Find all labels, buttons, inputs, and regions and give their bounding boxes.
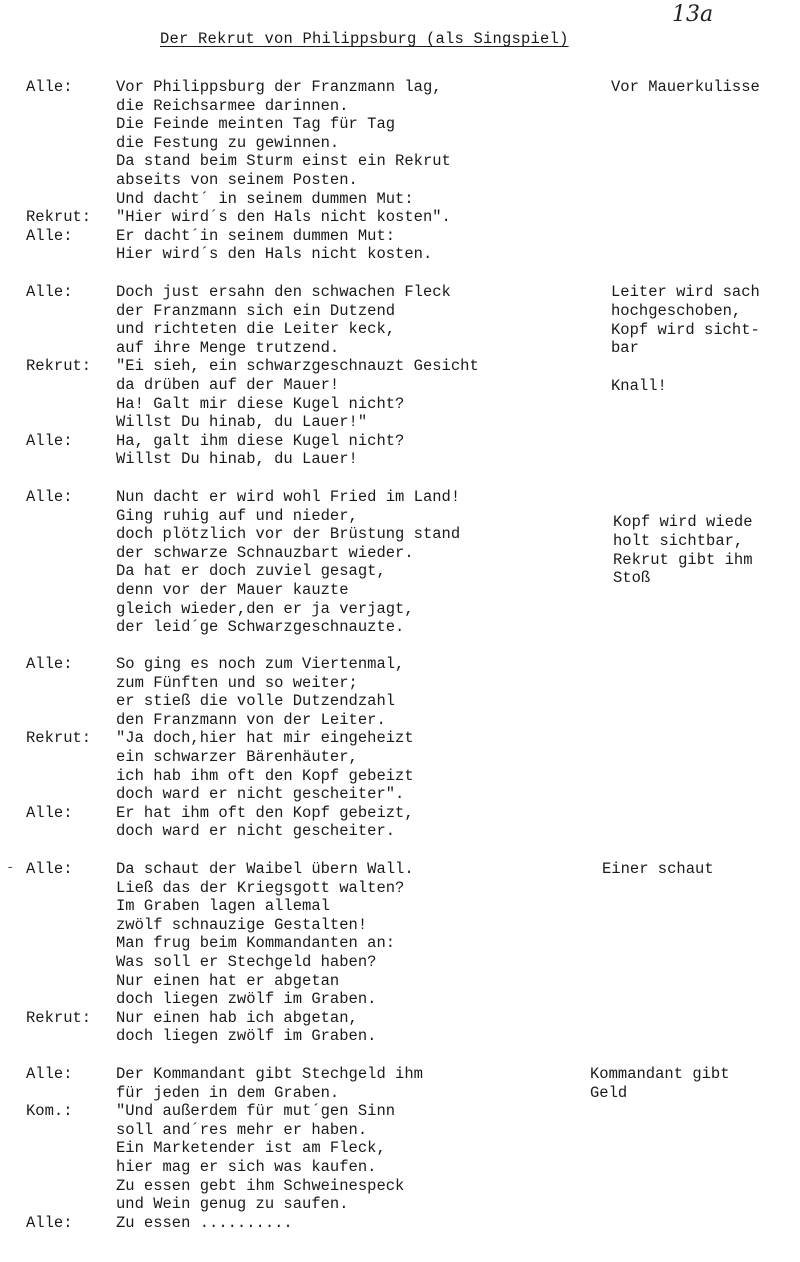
verse-line: denn vor der Mauer kauzte xyxy=(116,581,349,599)
stage-direction: Kommandant gibt xyxy=(590,1065,730,1083)
speaker-label: Rekrut: xyxy=(26,1008,92,1027)
speaker-label: Alle: xyxy=(26,1213,73,1232)
verse-line: doch ward er nicht gescheiter". xyxy=(116,785,405,804)
stage-direction: holt sichtbar, xyxy=(613,531,744,550)
verse-line: Ha! Galt mir diese Kugel nicht? xyxy=(116,394,405,413)
verse-line: der leid´ge Schwarzgeschnauzte. xyxy=(116,618,405,637)
verse-line: Er hat ihm oft den Kopf gebeizt, xyxy=(116,803,414,822)
verse-line: Ließ das der Kriegsgott walten? xyxy=(116,878,405,897)
speaker-label: Alle: xyxy=(26,431,73,450)
verse-line: doch plötzlich vor der Brüstung stand xyxy=(116,525,461,544)
verse-line: er stieß die volle Dutzendzahl xyxy=(116,692,396,711)
verse-line: gleich wieder,den er ja verjagt, xyxy=(116,599,414,618)
verse-line: doch liegen zwölf im Graben. xyxy=(116,1027,377,1046)
verse-line: die Festung zu gewinnen. xyxy=(116,133,340,152)
verse-line: Ging ruhig auf und nieder, xyxy=(116,506,358,525)
verse-line: Doch just ersahn den schwachen Fleck xyxy=(116,283,451,301)
verse-line: Die Feinde meinten Tag für Tag xyxy=(116,115,396,134)
verse-line: soll and´res mehr er haben. xyxy=(116,1120,368,1139)
verse-line: und richteten die Leiter keck, xyxy=(116,320,396,339)
page-number: 13a xyxy=(672,2,714,27)
verse-line: Zu essen .......... xyxy=(116,1213,293,1232)
verse-line: zum Fünften und so weiter; xyxy=(116,673,358,692)
verse-line: "Ja doch,hier hat mir eingeheizt xyxy=(116,729,414,748)
verse-line: Der Kommandant gibt Stechgeld ihm xyxy=(116,1065,423,1083)
stage-direction: Geld xyxy=(590,1083,628,1102)
stage-direction: hochgeschoben, xyxy=(611,301,742,320)
speaker-label: Rekrut: xyxy=(26,729,92,748)
verse-line: abseits von seinem Posten. xyxy=(116,171,358,189)
verse-line: Ein Marketender ist am Fleck, xyxy=(116,1139,386,1158)
stage-direction: Vor Mauerkulisse xyxy=(611,78,760,96)
verse-line: Willst Du hinab, du Lauer! xyxy=(116,450,358,469)
verse-line: auf ihre Menge trutzend. xyxy=(116,338,340,357)
speaker-label: Alle: xyxy=(26,283,73,301)
verse-line: "Und außerdem für mut´gen Sinn xyxy=(116,1102,396,1121)
verse-line: doch liegen zwölf im Graben. xyxy=(116,990,377,1009)
verse-line: Man frug beim Kommandanten an: xyxy=(116,934,396,953)
margin-mark: - xyxy=(6,860,15,876)
verse-line: und Wein genug zu saufen. xyxy=(116,1195,349,1214)
stage-direction: Kopf wird sicht- xyxy=(611,320,760,339)
speaker-label: Alle: xyxy=(26,226,73,245)
verse-line: Ha, galt ihm diese Kugel nicht? xyxy=(116,431,405,450)
document-title: Der Rekrut von Philippsburg (als Singspiel) xyxy=(160,30,569,48)
speaker-label: Alle: xyxy=(26,1065,73,1083)
verse-line: Zu essen gebt ihm Schweinespeck xyxy=(116,1176,405,1195)
speaker-label: Alle: xyxy=(26,860,73,878)
verse-line: Vor Philippsburg der Franzmann lag, xyxy=(116,78,442,96)
verse-line: doch ward er nicht gescheiter. xyxy=(116,822,396,841)
verse-line: Da hat er doch zuviel gesagt, xyxy=(116,562,386,581)
verse-line: zwölf schnauzige Gestalten! xyxy=(116,915,368,934)
verse-line: Da stand beim Sturm einst ein Rekrut xyxy=(116,152,451,171)
speaker-label: Alle: xyxy=(26,655,73,673)
speaker-label: Kom.: xyxy=(26,1102,73,1121)
speaker-label: Rekrut: xyxy=(26,357,92,376)
speaker-label: Rekrut: xyxy=(26,208,92,227)
verse-line: den Franzmann von der Leiter. xyxy=(116,710,386,729)
verse-line: Was soll er Stechgeld haben? xyxy=(116,953,377,971)
verse-line: für jeden in dem Graben. xyxy=(116,1083,340,1102)
verse-line: Willst Du hinab, du Lauer!" xyxy=(116,413,368,432)
verse-line: Hier wird´s den Hals nicht kosten. xyxy=(116,245,433,264)
verse-line: "Ei sieh, ein schwarzgeschnauzt Gesicht xyxy=(116,357,479,376)
verse-line: ein schwarzer Bärenhäuter, xyxy=(116,748,358,766)
speaker-label: Alle: xyxy=(26,488,73,506)
stage-direction: bar xyxy=(611,339,639,358)
verse-line: Nur einen hat er abgetan xyxy=(116,971,340,990)
stage-direction: Rekrut gibt ihm xyxy=(613,550,753,569)
stage-direction: Knall! xyxy=(611,377,667,395)
verse-line: der Franzmann sich ein Dutzend xyxy=(116,301,396,320)
stage-direction: Stoß xyxy=(613,569,651,588)
verse-line: da drüben auf der Mauer! xyxy=(116,376,340,394)
speaker-label: Alle: xyxy=(26,803,73,822)
verse-line: Da schaut der Waibel übern Wall. xyxy=(116,860,414,878)
verse-line: "Hier wird´s den Hals nicht kosten". xyxy=(116,208,451,227)
speaker-label: Alle: xyxy=(26,78,73,96)
verse-line: Nur einen hab ich abgetan, xyxy=(116,1008,358,1027)
verse-line: der schwarze Schnauzbart wieder. xyxy=(116,543,414,562)
verse-line: Im Graben lagen allemal xyxy=(116,897,330,916)
stage-direction: Leiter wird sach xyxy=(611,283,760,301)
verse-line: Nun dacht er wird wohl Fried im Land! xyxy=(116,488,461,506)
stage-direction: Kopf wird wiede xyxy=(613,513,753,531)
verse-line: So ging es noch zum Viertenmal, xyxy=(116,655,405,673)
verse-line: ich hab ihm oft den Kopf gebeizt xyxy=(116,766,414,785)
verse-line: die Reichsarmee darinnen. xyxy=(116,96,349,115)
verse-line: Und dacht´ in seinem dummen Mut: xyxy=(116,189,414,208)
verse-line: Er dacht´in seinem dummen Mut: xyxy=(116,226,396,245)
stage-direction: Einer schaut xyxy=(602,860,714,878)
verse-line: hier mag er sich was kaufen. xyxy=(116,1158,377,1176)
